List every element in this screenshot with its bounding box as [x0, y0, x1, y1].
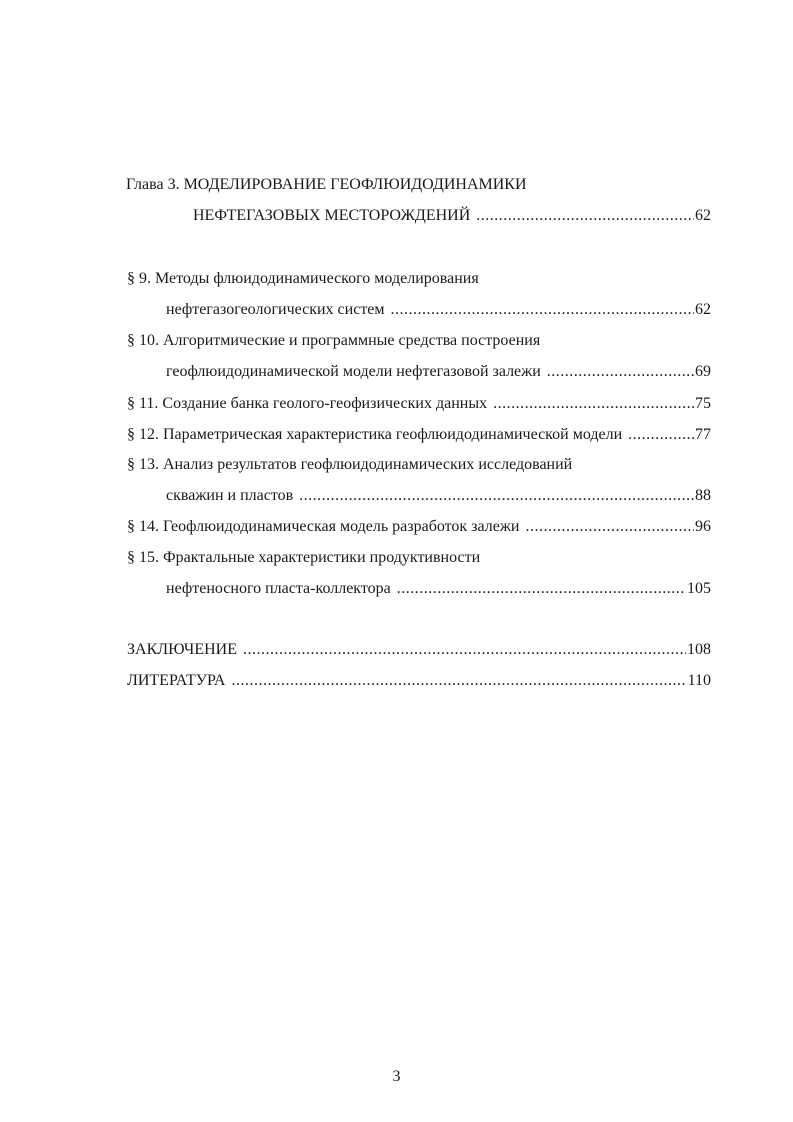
toc-entry-15-line1: § 15. Фрактальные характеристики продуктивности [127, 549, 481, 566]
dot-leader [493, 393, 694, 415]
toc-entry-text: § 12. Параметрическая характеристика геофлюидодинамической модели [127, 426, 623, 443]
toc-entry-page: 69 [695, 363, 711, 380]
toc-entry-10-line2[interactable] [166, 361, 711, 383]
page-number: 3 [392, 1068, 401, 1085]
toc-entry-text: ЗАКЛЮЧЕНИЕ [127, 641, 237, 658]
toc-entry-12[interactable] [127, 424, 711, 446]
toc-entry-text: ЛИТЕРАТУРА [127, 672, 226, 689]
toc-entry-11[interactable] [127, 393, 711, 415]
dot-leader [299, 485, 694, 507]
toc-literature[interactable] [127, 670, 711, 692]
dot-leader [547, 361, 694, 383]
chapter-title-text: НЕФТЕГАЗОВЫХ МЕСТОРОЖДЕНИЙ [193, 207, 471, 224]
dot-leader [397, 578, 686, 600]
toc-entry-9-line2[interactable] [166, 299, 711, 321]
toc-entry-text: геофлюидодинамической модели нефтегазовой залежи [166, 363, 541, 380]
toc-entry-9-line1: § 9. Методы флюидодинамического моделирования [127, 270, 479, 287]
toc-entry-page: 110 [687, 672, 711, 689]
toc-entry-13-line1: § 13. Анализ результатов геофлюидодинамических исследований [127, 456, 573, 473]
chapter-page: 62 [695, 207, 711, 224]
toc-entry-15-line2[interactable] [166, 578, 711, 600]
dot-leader [525, 516, 694, 538]
toc-entry-13-line2[interactable] [166, 485, 711, 507]
toc-conclusion[interactable] [127, 639, 711, 661]
toc-entry-10-line1: § 10. Алгоритмические и программные средства построения [127, 332, 541, 349]
chapter-title-line1: Глава 3. МОДЕЛИРОВАНИЕ ГЕОФЛЮИДОДИНАМИКИ [126, 176, 527, 193]
dot-leader [628, 424, 694, 446]
chapter-title-line2[interactable] [193, 205, 711, 227]
toc-entry-page: 77 [695, 426, 711, 443]
toc-entry-page: 96 [695, 518, 711, 535]
toc-entry-page: 105 [687, 580, 711, 597]
toc-entry-text: нефтеносного пласта-коллектора [166, 580, 391, 597]
toc-entry-text: нефтегазогеологических систем [166, 301, 385, 318]
toc-entry-14[interactable] [127, 516, 711, 538]
toc-entry-text: § 11. Создание банка геолого-геофизических данных [127, 395, 488, 412]
toc-entry-text: § 14. Геофлюидодинамическая модель разработок залежи [127, 518, 520, 535]
dot-leader [391, 299, 694, 321]
dot-leader [231, 670, 686, 692]
dot-leader [243, 639, 686, 661]
toc-entry-page: 108 [687, 641, 711, 658]
toc-entry-page: 75 [695, 395, 711, 412]
toc-entry-page: 62 [695, 301, 711, 318]
dot-leader [476, 205, 694, 227]
toc-entry-page: 88 [695, 487, 711, 504]
toc-entry-text: скважин и пластов [166, 487, 294, 504]
